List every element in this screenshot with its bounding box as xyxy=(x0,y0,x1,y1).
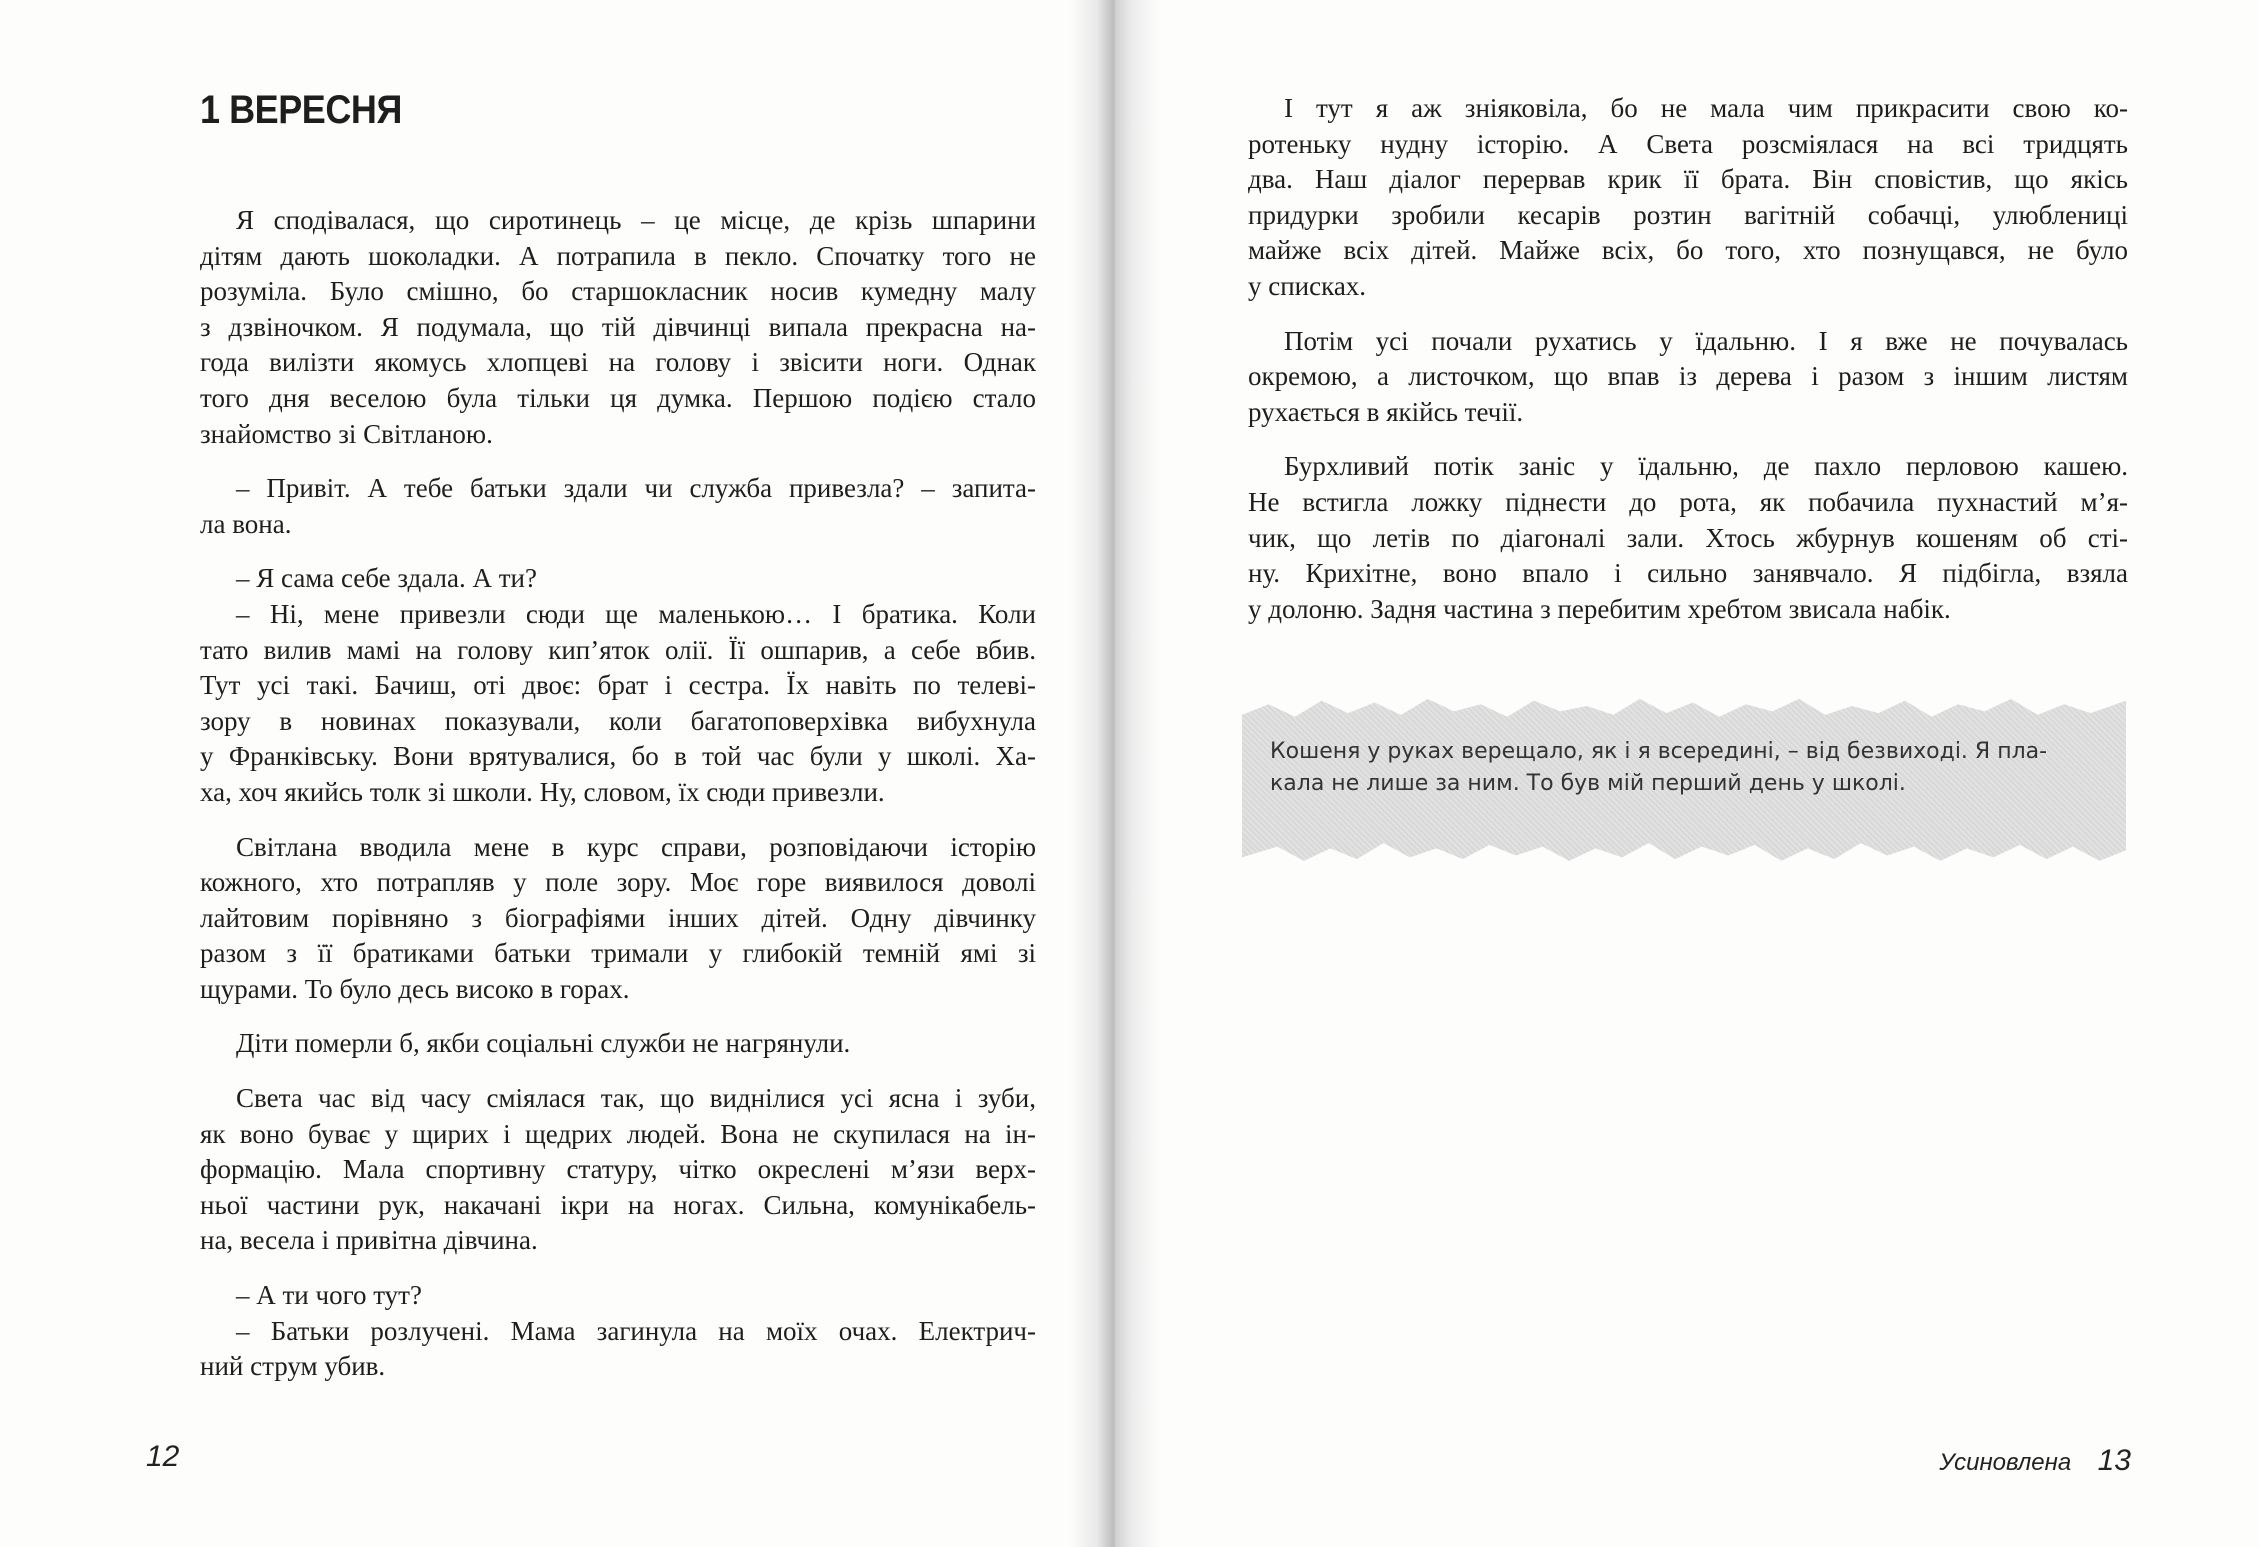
text-line: Світлана вводила мене в курс справи, розповідаючи історію xyxy=(236,831,1036,862)
right-page-body xyxy=(1248,91,2128,627)
text-line: ла вона. xyxy=(200,508,292,539)
text-line: знайомство зі Світланою. xyxy=(200,418,493,449)
running-title: Усиновлена xyxy=(1939,1449,2072,1476)
paragraph xyxy=(200,1026,1036,1062)
text-line: Я сподівалася, що сиротинець – це місце, де крізь шпарини xyxy=(236,205,1036,235)
paragraph xyxy=(200,1314,1036,1385)
text-line: – Батьки розлучені. Мама загинула на моїх очах. Електрич- xyxy=(236,1315,1036,1346)
text-line: з дзвіночком. Я подумала, що тій дівчинці випала прекрасна на- xyxy=(200,311,1036,342)
text-line: чик, що летів по діагоналі зали. Хтось жбурнув кошеням об сті- xyxy=(1248,522,2128,553)
text-line: – Привіт. А тебе батьки здали чи служба привезла? – запита- xyxy=(236,473,1036,504)
text-line: – А ти чого тут? xyxy=(236,1280,422,1311)
note-box xyxy=(1270,736,2110,800)
page-number-left: 12 xyxy=(146,1440,180,1473)
text-line: Света час від часу сміялася так, що виднілися усі ясна і зуби, xyxy=(236,1083,1036,1114)
text-line: Бурхливий потік заніс у їдальню, де пахло перловою кашею. xyxy=(1284,451,2128,482)
text-line: майже всіх дітей. Майже всіх, бо того, хто познущався, не було xyxy=(1248,235,2128,266)
text-line: ха, хоч якийсь толк зі школи. Ну, словом, їх сюди привезли. xyxy=(200,776,885,807)
text-line: разом з її братиками батьки тримали у глибокій темній ямі зі xyxy=(200,938,1036,969)
text-line: тато вилив мамі на голову кип’яток олії. Її ошпарив, а себе вбив. xyxy=(200,634,1036,665)
text-line: формацію. Мала спортивну статуру, чітко окреслені м’язи верх- xyxy=(200,1154,1036,1185)
text-line: года вилізти якомусь хлопцеві на голову і звісити ноги. Однак xyxy=(200,347,1036,378)
text-line: Діти померли б, якби соціальні служби не нагрянули. xyxy=(236,1028,851,1059)
text-line: Тут усі такі. Бачиш, оті двоє: брат і сестра. Їх навіть по телеві- xyxy=(200,670,1036,701)
text-line: кожного, хто потрапляв у поле зору. Моє горе виявилося доволі xyxy=(200,867,1036,898)
text-line: ньої частини рук, накачані ікри на ногах. Сильна, комунікабель- xyxy=(200,1189,1036,1220)
text-line: два. Наш діалог перервав крик її брата. Він сповістив, що якісь xyxy=(1248,164,2128,195)
note-line: Кошеня у руках верещало, як і я всередині, – від безвиході. Я пла- xyxy=(1270,739,2048,764)
text-line: рухається в якійсь течії. xyxy=(1248,396,1524,427)
note-line: кала не лише за ним. То був мій перший день у школі. xyxy=(1270,771,1906,796)
paragraph xyxy=(1248,449,2128,627)
paragraph xyxy=(200,1278,1036,1314)
text-line: – Я сама себе здала. А ти? xyxy=(236,563,537,594)
text-line: як воно буває у щирих і щедрих людей. Вона не скупилася на ін- xyxy=(200,1118,1036,1149)
text-line: того дня веселою була тільки ця думка. Першою подією стало xyxy=(200,382,1036,413)
text-line: зору в новинах показували, коли багатоповерхівка вибухнула xyxy=(200,705,1036,736)
paragraph xyxy=(200,203,1036,452)
text-line: у списках. xyxy=(1248,270,1367,301)
text-line: ну. Крихітне, воно впало і сильно занявчало. Я підбігла, взяла xyxy=(1248,558,2128,589)
text-line: у долоню. Задня частина з перебитим хребтом звисала набік. xyxy=(1248,593,1951,624)
text-line: у Франківську. Вони врятувалися, бо в той час були у школі. Ха- xyxy=(200,741,1036,772)
text-line: ротеньку нудну історію. А Света розсміялася на всі тридцять xyxy=(1248,128,2128,159)
left-page-body xyxy=(200,203,1036,1385)
text-line: придурки зробили кесарів розтин вагітній собачці, улюблениці xyxy=(1248,199,2128,230)
text-line: лайтовим порівняно з біографіями інших дітей. Одну дівчинку xyxy=(200,902,1036,933)
paragraph xyxy=(200,471,1036,542)
text-line: Потім усі почали рухатись у їдальню. І я вже не почувалась xyxy=(1284,325,2128,356)
left-page xyxy=(200,0,1036,1547)
paragraph xyxy=(1248,91,2128,305)
text-line: окремою, а листочком, що впав із дерева і разом з іншим листям xyxy=(1248,361,2128,392)
text-line: щурами. То було десь високо в горах. xyxy=(200,973,630,1004)
text-line: – Ні, мене привезли сюди ще маленькою… І братика. Коли xyxy=(236,598,1036,629)
chapter-title: 1 ВЕРЕСНЯ xyxy=(200,88,402,132)
text-line: на, весела і привітна дівчина. xyxy=(200,1225,538,1256)
paragraph xyxy=(200,597,1036,811)
text-line: дітям дають шоколадки. А потрапила в пекло. Спочатку того не xyxy=(200,240,1036,271)
paragraph xyxy=(200,1081,1036,1259)
book-gutter xyxy=(1070,0,1160,1547)
text-line: ний струм убив. xyxy=(200,1351,386,1382)
page-number-right: 13 xyxy=(2097,1444,2131,1477)
paragraph xyxy=(1248,324,2128,431)
paragraph xyxy=(200,830,1036,1008)
text-line: Не встигла ложку піднести до рота, як побачила пухнастий м’я- xyxy=(1248,486,2128,517)
text-line: розуміла. Було смішно, бо старшокласник носив кумедну малу xyxy=(200,276,1036,307)
footer-right xyxy=(1939,1444,2131,1478)
paragraph xyxy=(200,561,1036,597)
text-line: І тут я аж зніяковіла, бо не мала чим прикрасити свою ко- xyxy=(1284,93,2128,123)
